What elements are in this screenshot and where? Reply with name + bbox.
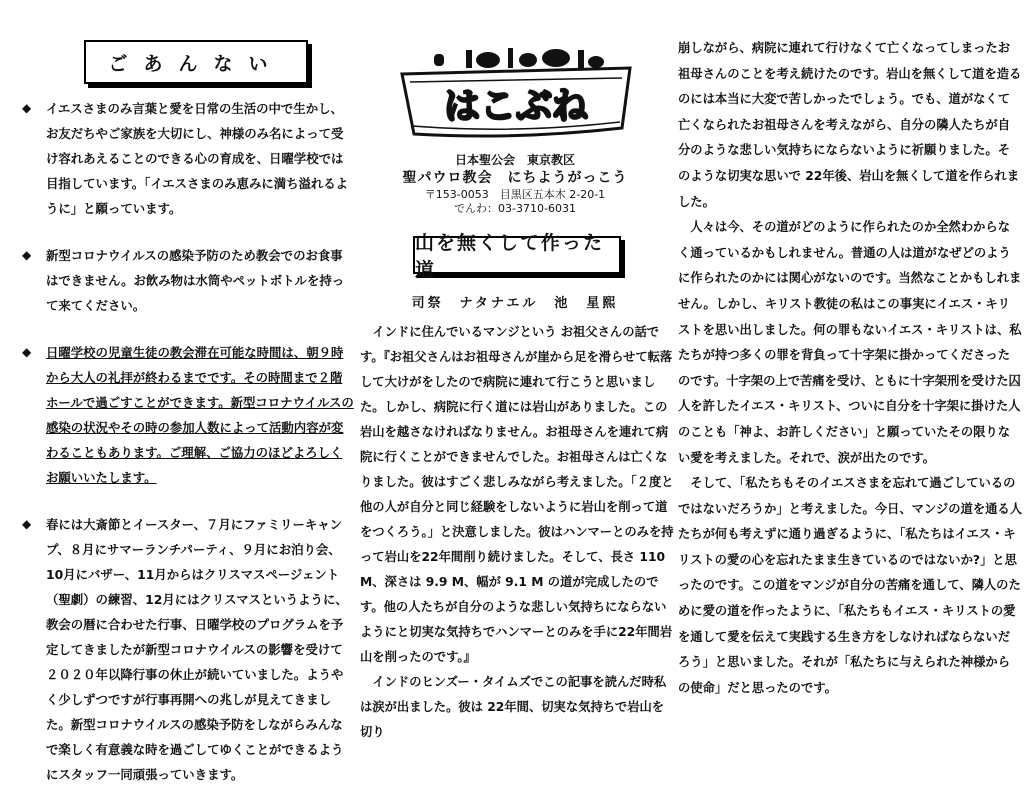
guide-item: ◆ イエスさまのみ言葉と愛を日常の生活の中で生かし、お友だちやご家族を大切にし、神様のみ名によって受け容れあえることのできる心の育成を、日曜学校では目指しています。「イエスさまのみ恵みに満ち溢れるように」と願っています。 xyxy=(14,96,354,221)
guide-title-box xyxy=(84,40,308,84)
sermon-author: 司祭 ナタナエル 池 星熙 xyxy=(411,296,619,311)
sermon-body-mid xyxy=(360,320,674,745)
affiliation: 日本聖公会 東京教区 xyxy=(454,153,575,167)
paragraph: そして、「私たちもそのイエスさまを忘れて過ごしているのではないだろうか」と考えました。今日、マンジの道を通る人たちが何も考えずに通り過ぎるように、「私たちはイエス・キリストの愛の心を忘れたまま生きているのではないか?」と思ったのです。この道をマンジが自分の苦痛を通して、隣人のために愛の道を作ったように、「私たちもイエス・キリストの愛を通して愛を伝えて実践する生き方をしなければならないだろう」と思いました。それが「私たちに与えられた神様からの使命」だと思ったのです。 xyxy=(678,476,1023,695)
church-name: 聖パウロ教会 にちようがっこう xyxy=(402,170,628,186)
sermon-title: 山を無くして作った道 xyxy=(415,232,605,281)
church-info xyxy=(356,152,674,216)
paragraph: インドのヒンズー・タイムズでこの記事を読んだ時私は涙が出ました。彼は 22年間、切実な気持ちで岩山を切り xyxy=(360,675,667,739)
paragraph: 崩しながら、病院に連れて行けなくて亡くなってしまったお祖母さんのことを考え続けたのです。岩山を無くして道を造るのには本当に大変で苦しかったでしょう。でも、道がなくて亡くなられたお祖母さんを考えながら、自分の隣人たちが自分のような悲しい気持ちにならないように祈願りました。そのような切実な思いで 22年後、岩山を無くして道を作られました。 xyxy=(678,41,1022,209)
sermon-body-right xyxy=(678,36,1022,701)
sermon-title-box xyxy=(413,232,621,281)
logo-text: はこぶね xyxy=(443,86,589,127)
guide-list xyxy=(14,96,354,809)
diamond-bullet-icon: ◆ xyxy=(22,101,32,115)
animals-icon xyxy=(434,48,604,68)
phone: でんわ：03-3710-6031 xyxy=(454,202,576,215)
address: 〒153-0053 目黒区五本木 2-20-1 xyxy=(424,188,606,201)
diamond-bullet-icon: ◆ xyxy=(22,517,32,531)
ark-logo xyxy=(396,40,636,146)
paragraph: インドに住んでいるマンジという お祖父さんの話です。『お祖父さんはお祖母さんが崖から足を滑らせて転落して大けがをしたので病院に連れて行こうと思いました。しかし、病院に行く道には岩山がありました。この岩山を越さなければなりません。お祖母さんを連れて病院に行くことができませんでした。お祖母さんは亡くなりました。彼はすごく悲しみながら考えました。「２度と他の人が自分と同じ経験をしないように岩山を削って道をつくろう。」と決意しました。彼はハンマーとのみを持って岩山を22年間削り続けました。そして、長さ 110 M、深さは 9.9 M、幅が 9.1 M の道が完成したのです。他の人たちが自分のような悲しい気持ちにならないようにと切実な気持ちでハンマーとのみを手に22年間岩山を削ったのです。』 xyxy=(360,325,674,664)
diamond-bullet-icon: ◆ xyxy=(22,345,32,359)
diamond-bullet-icon: ◆ xyxy=(22,248,32,262)
guide-item: ◆ 日曜学校の児童生徒の教会滞在可能な時間は、朝９時から大人の礼拝が終わるまでです。その時間まで２階ホールで過ごすことができます。新型コロナウイルスの感染の状況やその時の参加人数によって活動内容が変わることもあります。ご理解、ご協力のほどよろしくお願いいたします。 xyxy=(14,340,354,490)
guide-item: ◆ 新型コロナウイルスの感染予防のため教会でのお食事はできません。お飲み物は水筒やペットボトルを持って来てください。 xyxy=(14,243,354,318)
guide-item: ◆ 春には大斎節とイースター、７月にファミリーキャンプ、８月にサマーランチパーティ、９月にお泊り会、10月にバザー、11月からはクリスマスページェント（聖劇）の練習、12月にはクリスマスというように、教会の暦に合わせた行事、日曜学校のプログラムを予定してきましたが新型コロナウイルスの影響を受けて２０２０年以降行事の休止が続いていました。ようやく少しずつですが行事再開への兆しが見えてきました。新型コロナウイルスの感染予防をしながらみんなで楽しく有意義な時を過ごしてゆくことができるようにスタッフ一同頑張っていきます。 xyxy=(14,512,354,787)
paragraph: 人々は今、その道がどのように作られたのか全然わからなく通っているかもしれません。普通の人は道がなぜどのように作られたのかには関心がないのです。当然なことかもしれません。しかし、キリスト教徒の私はこの事実にイエス・キリストを思い出しました。何の罪もないイエス・キリストは、私たちが持つ多くの罪を背負って十字架に掛かってくださったのです。十字架の上で苦痛を受け、ともに十字架刑を受けた囚人を許したイエス・キリスト、ついに自分を十字架に掛けた人のことも「神よ、お許しください」と願っていたその限りない愛を考えました。それで、涙が出たのです。 xyxy=(678,220,1022,465)
guide-title: ごあんない xyxy=(108,52,284,75)
